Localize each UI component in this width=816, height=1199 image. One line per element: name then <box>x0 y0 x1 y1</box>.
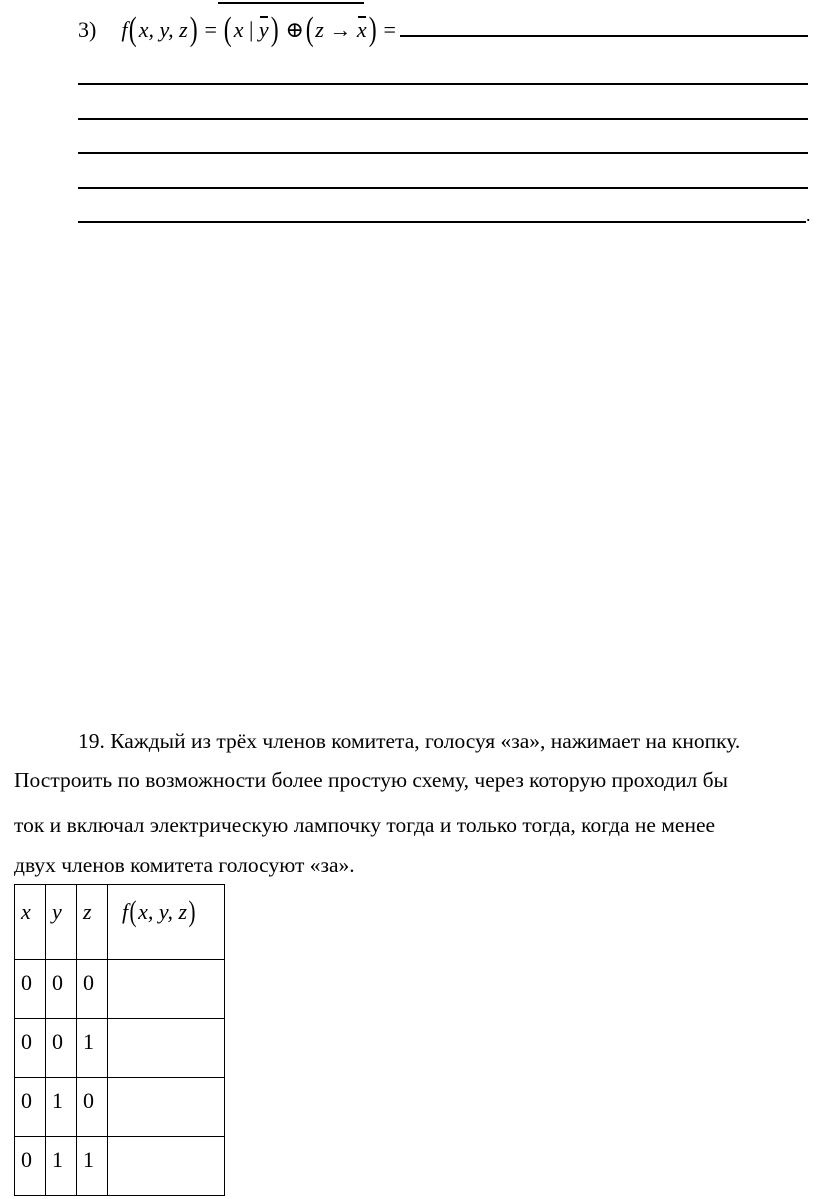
task-19-line-2: Построить по возможности более простую схему, через которую проходил бы <box>14 768 728 792</box>
task-19-line-4: двух членов комитета голосуют «за». <box>14 853 355 877</box>
answer-line-4 <box>78 152 808 154</box>
function-args: x, y, z <box>138 17 188 42</box>
formula-task-3 <box>78 10 396 50</box>
close-paren: ) <box>368 11 377 48</box>
table-row: 0 0 0 <box>15 960 225 1019</box>
negation-bar <box>260 16 268 18</box>
equals-sign: = <box>204 17 217 42</box>
table-row: 0 1 1 <box>15 1137 225 1196</box>
equals-sign: = <box>383 17 396 42</box>
table-header-row <box>15 885 225 960</box>
negated-y <box>259 10 269 50</box>
open-paren: ( <box>129 11 138 48</box>
var-y: y <box>258 17 269 42</box>
answer-cell[interactable] <box>108 1137 225 1196</box>
task-number: 3) <box>78 17 97 42</box>
header-f: f(x, y, z) <box>108 885 225 960</box>
answer-cell[interactable] <box>108 1078 225 1137</box>
function-name: f <box>121 17 128 42</box>
implication-arrow: → <box>329 17 352 42</box>
task-19-line-1: 19. Каждый из трёх членов комитета, голосуя «за», нажимает на кнопку. <box>78 729 741 753</box>
answer-line-1 <box>400 35 808 37</box>
header-z: z <box>77 885 108 960</box>
open-paren: ( <box>224 11 233 48</box>
close-paren: ) <box>189 11 198 48</box>
header-x: x <box>15 885 46 960</box>
negated-x <box>357 10 367 50</box>
end-period: . <box>806 205 811 225</box>
header-y: y <box>46 885 77 960</box>
var-x: x <box>356 17 367 42</box>
answer-line-3 <box>78 118 808 120</box>
answer-cell[interactable] <box>108 960 225 1019</box>
answer-line-6 <box>78 221 806 223</box>
task-19-line-3: ток и включал электрическую лампочку тогда и только тогда, когда не менее <box>14 813 716 837</box>
answer-cell[interactable] <box>108 1019 225 1078</box>
table-row: 0 1 0 <box>15 1078 225 1137</box>
table-row: 0 0 1 <box>15 1019 225 1078</box>
close-paren: ) <box>270 11 279 48</box>
truth-table <box>14 884 225 1196</box>
sheffer-stroke: | <box>249 17 254 42</box>
var-z: z <box>315 17 324 42</box>
answer-line-5 <box>78 187 808 189</box>
var-x: x <box>233 17 244 42</box>
xor-symbol: ⊕ <box>285 17 304 42</box>
open-paren: ( <box>305 11 314 48</box>
overall-negation-bar <box>218 2 364 4</box>
answer-line-2 <box>78 83 808 85</box>
negation-bar <box>358 16 366 18</box>
